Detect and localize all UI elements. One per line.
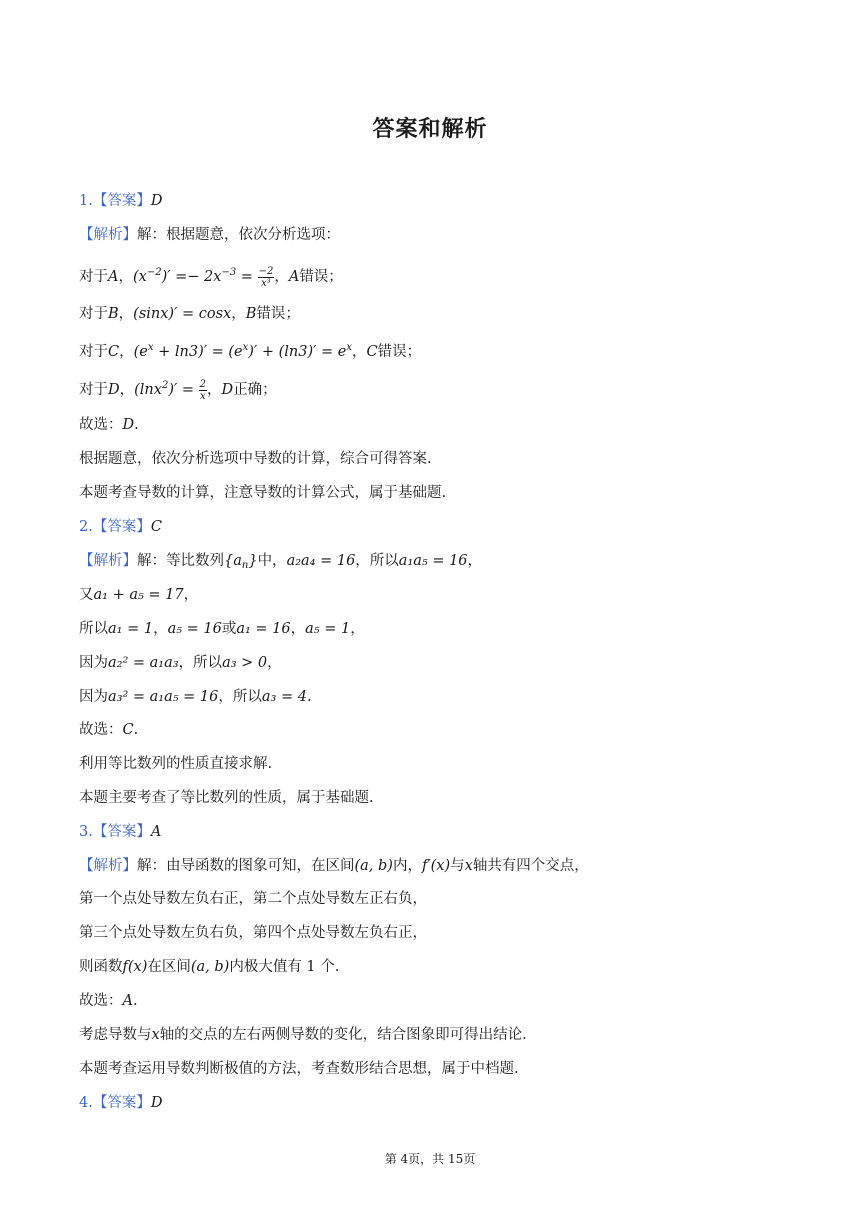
option-letter: B [245,306,257,322]
option-letter: C [108,344,120,360]
denominator: x [200,390,206,402]
fraction [199,379,207,402]
option-letter: A [288,269,300,285]
q1-answer-tag: 【答案】 [92,193,151,209]
q3-line-3: 第三个点处导数左负右负，第四个点处导数左负右正， [79,925,427,941]
math: a₁ = 1 [108,621,154,637]
page-title: 答案和解析 [372,117,488,142]
math: (a, b) [354,858,393,874]
exponent: −2 [146,267,162,278]
q2-choice-line [79,720,138,740]
text: ， [118,269,133,285]
text: 对于 [79,306,108,322]
option-letter: D [108,382,120,398]
q2-answer-tag: 【答案】 [92,519,151,535]
exponent: −3 [221,267,237,278]
q1-summary-line: 根据题意，依次分析选项中导数的计算，综合可得答案. [79,451,432,467]
q1-option-c-line: 对于C，$(e^x + \ln 3)' = (e^x)' + (\ln 3)' = e^x$，C错误； [79,342,422,360]
text: 内极大值有 1 个. [229,959,340,975]
math: )′ =− 2x [161,269,222,285]
q3-line-4 [79,957,339,977]
q3-summary-line [79,1025,527,1045]
text: 中， [257,553,287,569]
option-letter: C [122,722,134,738]
q2-answer-line [79,517,162,537]
text: 对于 [79,382,108,398]
text: 又 [79,587,94,603]
text: ， [350,621,365,637]
math: )′ = [168,382,199,398]
math: a₅ = 16 [167,621,222,637]
q1-analysis-tag: 【解析】 [79,227,137,243]
text: ，所以 [178,655,223,671]
q1-analysis-line [79,225,340,245]
q1-analysis-text: 解：根据题意，依次分析选项： [137,227,340,243]
q4-answer-line [79,1093,162,1113]
text: . [134,417,139,433]
math: (sinx)′ = cosx [133,306,232,322]
q2-summary-line: 利用等比数列的性质直接求解. [79,756,273,772]
text: 正确； [233,382,277,398]
q2-line-3: 所以a₁ = 1，a₅ = 16或a₁ = 16，a₅ = 1， [79,621,365,637]
q2-analysis-line [79,551,482,576]
exponent: 2 [161,380,169,391]
text: 错误； [256,306,300,322]
text: 错误； [377,344,422,360]
text: 内， [392,858,422,874]
q2-comment-line: 本题主要考查了等比数列的性质，属于基础题. [79,790,374,806]
q3-number: 3. [79,824,93,840]
text: 故选： [79,722,123,738]
q4-answer: D [150,1095,163,1111]
math: a₁a₅ = 16 [398,553,468,569]
option-letter: A [122,993,133,1009]
text: 因为 [79,689,108,705]
text: 解：由导函数的图象可知，在区间 [137,858,355,874]
q1-option-a-line: 对于A，$(x^{-2})' =- 2x^{-3}$ = $\frac{-2}{\text{x³}}$ ，A错误； [79,265,343,289]
text: 故选： [79,993,123,1009]
math: (a, b) [190,959,230,975]
q2-answer: C [150,519,162,535]
option-letter: D [122,417,135,433]
q1-choice-line [79,415,139,435]
q3-answer-line [79,822,161,842]
q3-answer-tag: 【答案】 [92,824,151,840]
math: a₃ > 0 [222,655,268,671]
q4-answer-tag: 【答案】 [92,1095,151,1111]
exponent: x [147,342,154,353]
option-letter: A [108,269,119,285]
text: 轴的交点的左右两侧导数的变化，结合图象即可得出结论. [159,1027,527,1043]
text: . [306,689,312,705]
math: = [236,269,258,285]
text: 因为 [79,655,108,671]
math: + ln3)′ = (e [153,344,243,360]
text: 考虑导数与 [79,1027,152,1043]
q2-number: 2. [79,519,93,535]
denominator: x³ [261,277,271,289]
math: )′ + (ln3)′ = e [248,344,347,360]
q3-comment-line: 本题考查运用导数判断极值的方法，考查数形结合思想，属于中档题. [79,1061,519,1077]
text: 在区间 [147,959,191,975]
q1-number: 1. [79,193,93,209]
option-letter: D [221,382,234,398]
text: 对于 [79,344,108,360]
text: 与 [450,858,465,874]
math: a₁ + a₅ = 17 [93,587,184,603]
math: x [464,858,473,874]
q1-option-d-line: 对于D，(lnx$^2$)′ = $\frac{2}{x}$ ，D正确； [79,378,277,402]
q2-line-4 [79,653,282,673]
text: ， [467,553,483,569]
exponent: x [242,342,249,353]
q3-line-2: 第一个点处导数左负右正，第二个点处导数左正右负， [79,891,427,907]
math: a₃ = 4 [261,689,307,705]
text: ， [183,587,199,603]
math: x [151,1027,160,1043]
q2-line-2 [79,585,198,605]
fraction [258,266,275,289]
q4-number: 4. [79,1095,93,1111]
subscript: n [241,560,249,571]
text: . [133,722,139,738]
text: ，所以 [218,689,262,705]
q1-option-b-line: 对于B，(sinx)′ = cosx，B错误； [79,306,300,322]
q3-choice-line [79,991,138,1011]
text: . [132,993,138,1009]
text: ， [267,655,282,671]
math: (lnx [134,382,162,398]
numerator: −2 [258,265,274,277]
math: a₅ = 1 [305,621,351,637]
text: 对于 [79,269,108,285]
math: f(x) [122,959,148,975]
text: 解：等比数列 [137,553,224,569]
q1-comment-line: 本题考查导数的计算，注意导数的计算公式，属于基础题. [79,485,447,501]
math: a₂² = a₁a₃ [108,655,179,671]
exponent: x [346,342,352,353]
text: 故选： [79,417,123,433]
text: 错误； [299,269,343,285]
math: (x [132,269,147,285]
q3-analysis-tag: 【解析】 [79,858,137,874]
q2-line-5 [79,687,312,707]
math: {a [224,553,242,569]
q1-answer-line [79,191,162,211]
option-letter: B [108,306,119,322]
q3-analysis-line [79,856,589,876]
q3-answer: A [150,824,162,840]
math: a₃² = a₁a₅ = 16 [108,689,219,705]
text: 则函数 [79,959,123,975]
math: a₂a₄ = 16 [286,553,356,569]
numerator: 2 [199,378,207,390]
text: 或 [221,621,237,637]
q1-answer: D [150,193,163,209]
page-footer: 第 4页，共 15页 [384,1152,476,1166]
option-letter: C [366,344,378,360]
math: a₁ = 16 [236,621,291,637]
math: } [248,553,258,569]
math: (e [133,344,148,360]
text: 所以 [79,621,108,637]
q2-analysis-tag: 【解析】 [79,553,137,569]
text: 轴共有四个交点， [472,858,589,874]
text: ，所以 [355,553,399,569]
math: f′(x) [421,858,451,874]
